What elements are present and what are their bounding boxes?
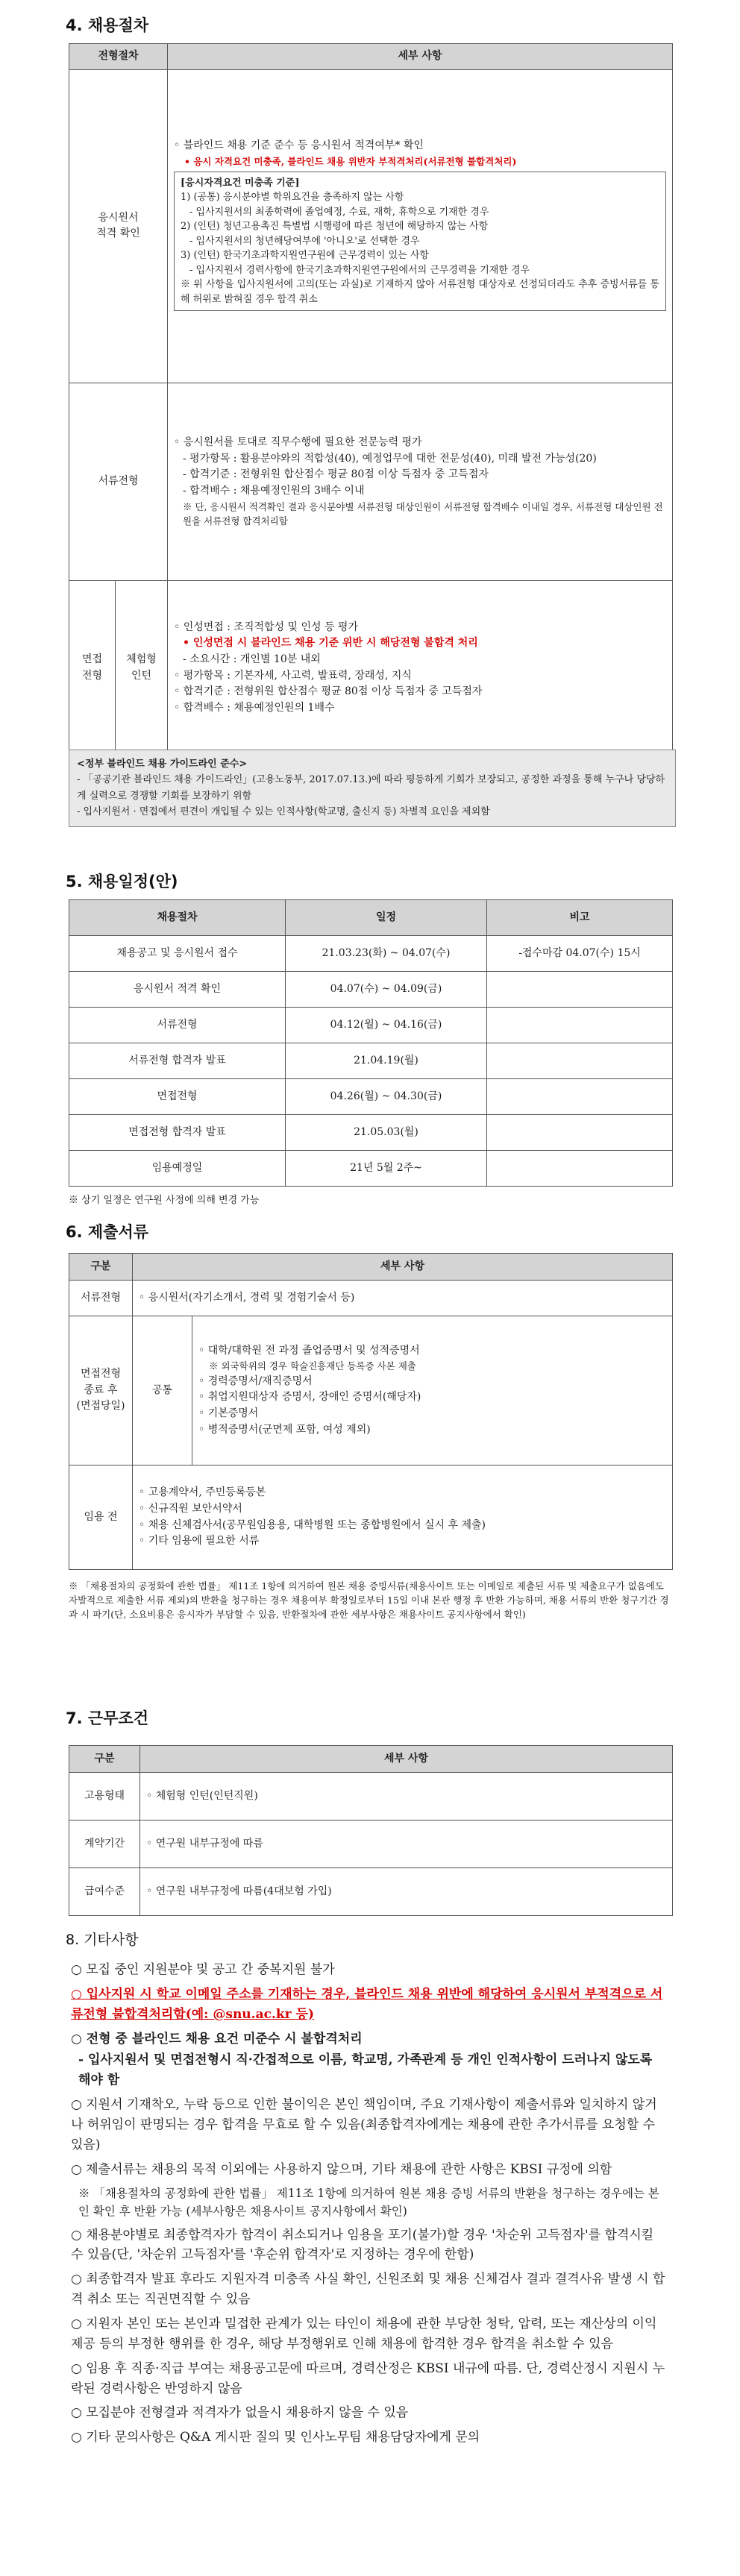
- docs-item: ◦ 대학/대학원 전 과정 졸업증명서 및 성적증명서: [198, 1344, 420, 1357]
- schedule-table: [69, 899, 673, 1187]
- col-header: 구분: [69, 1746, 140, 1773]
- condition-label: 급여수준: [69, 1868, 140, 1916]
- schedule-cell: 서류전형: [69, 1008, 286, 1043]
- section-5-title: 5. 채용일정(안): [66, 873, 178, 890]
- row-detail-document: [168, 383, 673, 580]
- schedule-cell: 04.26(월) ~ 04.30(금): [286, 1079, 487, 1115]
- criteria-note: ※ 위 사항을 입사지원서에 고의(또는 과실)로 기재하지 않아 서류전형 대상자로 선정되더라도 추후 증빙서류를 통해 허위로 밝혀질 경우 합격 취소: [181, 279, 659, 305]
- document-item: - 합격배수 : 채용예정인원의 3배수 이내: [183, 485, 365, 497]
- section-8-title: 8. 기타사항: [66, 1932, 139, 1948]
- section-6-title: 6. 제출서류: [66, 1223, 149, 1241]
- document-item: - 평가항목 : 활용분야와의 적합성(40), 예정업무에 대한 전문성(40), 미래 발전 가능성(20): [183, 452, 597, 465]
- col-header: 비고: [487, 900, 673, 936]
- docs-item: ◦ 신규직원 보안서약서: [139, 1502, 242, 1515]
- schedule-cell: 21년 5월 2주~: [286, 1151, 487, 1187]
- col-header: 채용절차: [69, 900, 286, 936]
- schedule-cell: 04.12(월) ~ 04.16(금): [286, 1008, 487, 1043]
- interview-warning: • 인성면접 시 블라인드 채용 기준 위반 시 해당전형 불합격 처리: [183, 637, 478, 650]
- criteria-line: - 입사지원서의 최종학력에 졸업예정, 수료, 재학, 휴학으로 기재한 경우: [189, 206, 489, 218]
- section-4-title: 4. 채용절차: [66, 16, 149, 34]
- row-detail-interview: [168, 580, 673, 755]
- schedule-cell: [487, 1151, 673, 1187]
- col-header: 일정: [286, 900, 487, 936]
- interview-item: ◦ 합격기준 : 전형위원 합산점수 평균 80점 이상 득점자 중 고득점자: [174, 685, 483, 698]
- interview-item: - 소요시간 : 개인별 10분 내외: [183, 653, 321, 665]
- schedule-note: ※ 상기 일정은 연구원 사정에 의해 변경 가능: [69, 1195, 260, 1206]
- misc-item: ○ 지원자 본인 또는 본인과 밀접한 관계가 있는 타인이 채용에 관한 부당한 청탁, 압력, 또는 재산상의 이익 제공 등의 부정한 행위를 한 경우, 해당 부정행위로 인해 채용에 합격한 경우 합격을 취소할 수 있음: [71, 2316, 657, 2352]
- row-label-interview: 면접 전형: [69, 580, 116, 755]
- document-item: - 합격기준 : 전형위원 합산점수 평균 80점 이상 득점자 중 고득점자: [183, 468, 489, 481]
- recruit-process-table: [69, 43, 673, 756]
- guide-line: - 입사지원서 · 면접에서 편견이 개입될 수 있는 인적사항(학교명, 출신지 등) 차별적 요인을 제외함: [77, 806, 490, 818]
- row-label-intern: 체험형 인턴: [116, 580, 168, 755]
- schedule-cell: -접수마감 04.07(수) 15시: [487, 936, 673, 972]
- work-conditions-table: [69, 1745, 673, 1916]
- misc-item: ○ 제출서류는 채용의 목적 이외에는 사용하지 않으며, 기타 채용에 관한 사항은 KBSI 규정에 의함: [71, 2161, 612, 2177]
- criteria-line: 2) (인턴) 청년고용촉진 특별법 시행령에 따른 청년에 해당하지 않는 사항: [181, 221, 489, 233]
- schedule-cell: 면접전형 합격자 발표: [69, 1115, 286, 1151]
- docs-label-document: 서류전형: [69, 1281, 133, 1316]
- row-detail-eligibility: [168, 69, 673, 383]
- guide-title: <정부 블라인드 채용 가이드라인 준수>: [77, 758, 248, 770]
- docs-sublabel-common: 공통: [133, 1316, 192, 1466]
- docs-item: ◦ 기본증명서: [198, 1407, 259, 1420]
- schedule-cell: [487, 972, 673, 1008]
- schedule-cell: 면접전형: [69, 1079, 286, 1115]
- condition-label: 고용형태: [69, 1773, 140, 1821]
- interview-item: ◦ 합격배수 : 채용예정인원의 1배수: [174, 702, 335, 714]
- criteria-line: - 입사지원서 경력사항에 한국기초과학지원연구원에서의 근무경력을 기재한 경우: [189, 264, 530, 276]
- row-label-eligibility: 응시원서 적격 확인: [69, 69, 168, 383]
- document-item: ◦ 응시원서를 토대로 직무수행에 필요한 전문능력 평가: [174, 436, 422, 448]
- docs-item: ◦ 채용 신체검사서(공무원임용용, 대학병원 또는 종합병원에서 실시 후 제출): [139, 1518, 486, 1531]
- misc-item: ○ 최종합격자 발표 후라도 지원자격 미충족 사실 확인, 신원조회 및 채용 신체검사 결과 결격사유 발생 시 합격 취소 또는 직권면직할 수 있음: [71, 2272, 665, 2308]
- blind-hiring-guide: [69, 750, 676, 827]
- schedule-cell: 임용예정일: [69, 1151, 286, 1187]
- docs-item: ◦ 고용계약서, 주민등록등본: [139, 1486, 266, 1499]
- docs-label-after-interview: 면접전형 종료 후 (면접당일): [69, 1316, 133, 1466]
- schedule-cell: [487, 1079, 673, 1115]
- docs-note: ※ 외국학위의 경우 학술진흥재단 등록증 사본 제출: [209, 1360, 416, 1372]
- schedule-cell: 21.03.23(화) ~ 04.07(수): [286, 936, 487, 972]
- schedule-cell: 응시원서 적격 확인: [69, 972, 286, 1008]
- docs-detail-common: [192, 1316, 673, 1466]
- misc-subitem: - 입사지원서 및 면접전형시 직·간접적으로 이름, 학교명, 가족관계 등 개인 인적사항이 드러나지 않도록 해야 함: [78, 2052, 653, 2088]
- interview-item: ◦ 인성면접 : 조직적합성 및 인성 등 평가: [174, 621, 358, 633]
- misc-item: ○ 전형 중 블라인드 채용 요건 미준수 시 불합격처리: [71, 2031, 363, 2046]
- eligibility-criteria-box: [174, 172, 666, 312]
- schedule-cell: 서류전형 합격자 발표: [69, 1043, 286, 1079]
- docs-item: ◦ 기타 임용에 필요한 서류: [139, 1535, 260, 1548]
- schedule-cell: 21.04.19(월): [286, 1043, 487, 1079]
- schedule-cell: [487, 1008, 673, 1043]
- row-label-document: 서류전형: [69, 383, 168, 580]
- documents-note: ※ 「채용절차의 공정화에 관한 법률」 제11조 1항에 의거하여 원본 채용 증빙서류(채용사이트 또는 이메일로 제출된 서류 및 제출요구가 없음에도 자발적으로 제출한 서류 제외)의 반환을 청구하는 경우 채용여부 확정일로부터 15일 이내 본관 행정 후 반환 가능하며, 채용 서류의 반환 청구기간 경과 시 파기(단, 소요비용은 응시자가 부담할 수 있음, 반환절차에 관한 세부사항은 채용사이트 공지사항에서 확인): [69, 1580, 669, 1620]
- docs-detail-before-appointment: [133, 1466, 673, 1570]
- col-header-detail: 세부 사항: [168, 44, 673, 70]
- misc-item: ○ 모집분야 전형결과 적격자가 없을시 채용하지 않을 수 있음: [71, 2405, 409, 2421]
- misc-item: ○ 모집 중인 지원분야 및 공고 간 중복지원 불가: [71, 1962, 335, 1977]
- docs-item: ◦ 경력증명서/재직증명서: [198, 1375, 313, 1387]
- criteria-line: 1) (공통) 응시분야별 학위요건을 충족하지 않는 사항: [181, 192, 404, 204]
- docs-label-before-appointment: 임용 전: [69, 1466, 133, 1570]
- docs-detail: ◦ 응시원서(자기소개서, 경력 및 경험기술서 등): [133, 1281, 673, 1316]
- schedule-cell: 04.07(수) ~ 04.09(금): [286, 972, 487, 1008]
- condition-detail: ◦ 연구원 내부규정에 따름: [140, 1821, 673, 1868]
- schedule-cell: [487, 1115, 673, 1151]
- section-7-title: 7. 근무조건: [66, 1709, 149, 1727]
- misc-note: ※ 「채용절차의 공정화에 관한 법률」 제11조 1항에 의거하여 원본 채용 증빙 서류의 반환을 청구하는 경우에는 본인 확인 후 반환 가능 (세부사항은 채용사이트 공지사항에서 확인): [78, 2186, 659, 2219]
- condition-detail: ◦ 체험형 인턴(인턴직원): [140, 1773, 673, 1821]
- col-header: 세부 사항: [140, 1746, 673, 1773]
- misc-item: ○ 임용 후 직종·직급 부여는 채용공고문에 따르며, 경력산정은 KBSI 내규에 따름. 단, 경력산정시 지원시 누락된 경력사항은 반영하지 않음: [71, 2360, 665, 2396]
- schedule-cell: 채용공고 및 응시원서 접수: [69, 936, 286, 972]
- criteria-line: 3) (인턴) 한국기초과학지원연구원에 근무경력이 있는 사항: [181, 250, 429, 262]
- eligibility-warning: • 응시 자격요건 미충족, 블라인드 채용 위반자 부적격처리(서류전형 불합격처리): [184, 155, 517, 167]
- col-header: 구분: [69, 1254, 133, 1281]
- documents-table: [69, 1253, 673, 1570]
- condition-detail: ◦ 연구원 내부규정에 따름(4대보험 가입): [140, 1868, 673, 1916]
- col-header-stage: 전형절차: [69, 44, 168, 70]
- misc-item-email-warning: ○ 입사지원 시 학교 이메일 주소를 기재하는 경우, 블라인드 채용 위반에 해당하여 응시원서 부적격으로 서류전형 불합격처리함(예: @snu.ac.kr 등): [71, 1986, 663, 2022]
- col-header: 세부 사항: [133, 1254, 673, 1281]
- criteria-line: - 입사지원서의 청년해당여부에 '아니오'로 선택한 경우: [189, 235, 420, 247]
- interview-item: ◦ 평가항목 : 기본자세, 사고력, 발표력, 장래성, 지식: [174, 669, 412, 682]
- eligibility-item: ◦ 블라인드 채용 기준 준수 등 응시원서 적격여부* 확인: [174, 139, 424, 151]
- misc-item: ○ 기타 문의사항은 Q&A 게시판 질의 및 인사노무팀 채용담당자에게 문의: [71, 2430, 480, 2445]
- schedule-cell: 21.05.03(월): [286, 1115, 487, 1151]
- document-note: ※ 단, 응시원서 적격확인 결과 응시분야별 서류전형 대상인원이 서류전형 합격배수 이내일 경우, 서류전형 대상인원 전원을 서류전형 합격처리함: [183, 500, 663, 527]
- misc-item: ○ 채용분야별로 최종합격자가 합격이 취소되거나 임용을 포기(불가)할 경우 '차순위 고득점자'를 합격시킬 수 있음(단, '차순위 고득점자'를 '후순위 합격자'로 지정하는 경우에 한함): [71, 2227, 654, 2263]
- docs-item: ◦ 취업지원대상자 증명서, 장애인 증명서(해당자): [198, 1391, 421, 1404]
- criteria-title: [응시자격요건 미충족 기준]: [181, 177, 300, 189]
- schedule-cell: [487, 1043, 673, 1079]
- guide-line: - 「공공기관 블라인드 채용 가이드라인」(고용노동부, 2017.07.13.)에 따라 평등하게 기회가 보장되고, 공정한 과정을 통해 누구나 당당하게 실력으로 경쟁할 기회를 보장하기 위함: [77, 774, 665, 802]
- misc-list: [71, 1960, 668, 2452]
- condition-label: 계약기간: [69, 1821, 140, 1868]
- misc-item: ○ 지원서 기재착오, 누락 등으로 인한 불이익은 본인 책임이며, 주요 기재사항이 제출서류와 일치하지 않거나 허위임이 판명되는 경우 합격을 무효로 할 수 있음(최종합격자에게는 채용에 관한 추가서류를 요청할 수 있음): [71, 2097, 657, 2152]
- docs-item: ◦ 병적증명서(군면제 포함, 여성 제외): [198, 1423, 371, 1436]
